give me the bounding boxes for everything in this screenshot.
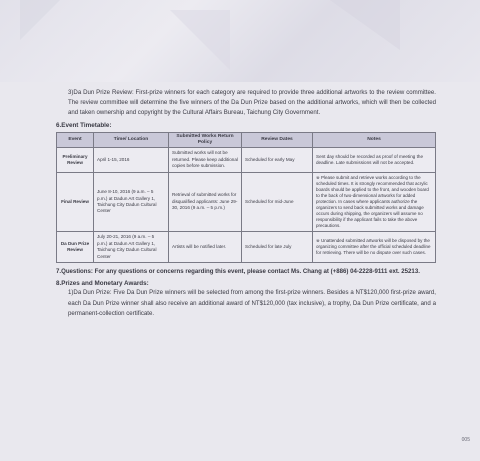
decorative-triangle — [20, 0, 60, 40]
document-page — [56, 88, 436, 319]
header-time: Time/ Location — [94, 132, 169, 148]
cell-dates: Scheduled for early May — [242, 148, 313, 172]
header-notes: Notes — [313, 132, 436, 148]
questions-paragraph: 7.Questions: For any questions or concerns regarding this event, please contact Ms. Chang at (+886) 04-2228-9111 ext. 25213. — [56, 268, 420, 276]
cell-event: Preliminary Review — [57, 148, 94, 172]
cell-time: June 8-10, 2016 (9 a.m. – 5 p.m.) at Dadun Art Gallery 1, Taichung City Dadun Cultural Center — [94, 172, 169, 232]
cell-policy: Retrieval of submitted works for disqualified applicants: June 29-30, 2016 (9 a.m. – 5 p.m.) — [169, 172, 242, 232]
cell-dates: Scheduled for late July — [242, 232, 313, 263]
cell-policy: Submitted works will not be returned. Please keep additional copies before submission. — [169, 148, 242, 172]
event-timetable — [56, 132, 436, 264]
table-row — [57, 148, 436, 172]
cell-event: Final Review — [57, 172, 94, 232]
prizes-heading: 8.Prizes and Monetary Awards: — [56, 280, 149, 288]
timetable-heading: 6.Event Timetable: — [56, 121, 112, 129]
cell-notes: ※ Please submit and retrieve works according to the scheduled times. It is strongly recommended that acrylic boards should be applied to the front, and wooden board to the back of two-dimensional artworks for added protection. In cases where applicants authorize the organizers to send back submitted works and damage occurs during shipping, the organizers will assume no responsibility if the applicant fails to take the above precautions. — [313, 172, 436, 232]
cell-notes: ※ Unattended submitted artworks will be disposed by the organizing committee after the official scheduled deadline for retrieving. There will be no dispute over such cases. — [313, 232, 436, 263]
decorative-header-band — [0, 0, 480, 82]
cell-time: July 20-21, 2016 (9 a.m. – 5 p.m.) at Dadun Art Gallery 1, Taichung City Dadun Cultural Center — [94, 232, 169, 263]
cell-notes: Sent day should be recorded as proof of meeting the deadline. Late submissions will not be accepted. — [313, 148, 436, 172]
table-header-row — [57, 132, 436, 148]
page-number: 005 — [461, 437, 470, 443]
cell-dates: Scheduled for mid-June — [242, 172, 313, 232]
review-paragraph: 3)Da Dun Prize Review: First-prize winners for each category are required to provide three additional artworks to the review committee. The review committee will determine the five winners of the Da Dun Prize based on the additional artworks, which will then be collected and taken ownership and copyright by the Cultural Affairs Bureau, Taichung City Government. — [68, 89, 436, 117]
header-event: Event — [57, 132, 94, 148]
cell-policy: Artists will be notified later. — [169, 232, 242, 263]
table-row — [57, 172, 436, 232]
table-row — [57, 232, 436, 263]
decorative-triangle — [170, 10, 230, 70]
header-dates: Review Dates — [242, 132, 313, 148]
header-policy: Submitted Works Return Policy — [169, 132, 242, 148]
prizes-paragraph: 1)Da Dun Prize: Five Da Dun Prize winners will be selected from among the first-prize winners. Besides a NT$120,000 first-prize award, each Da Dun Prize winner shall also receive an additional award of NT$120,000 (tax inclusive), a trophy, Da Dun Prize certificate, and a permanent-collection certificate. — [68, 289, 436, 317]
decorative-triangle — [330, 0, 400, 50]
cell-time: April 1-15, 2016 — [94, 148, 169, 172]
cell-event: Da Dun Prize Review — [57, 232, 94, 263]
